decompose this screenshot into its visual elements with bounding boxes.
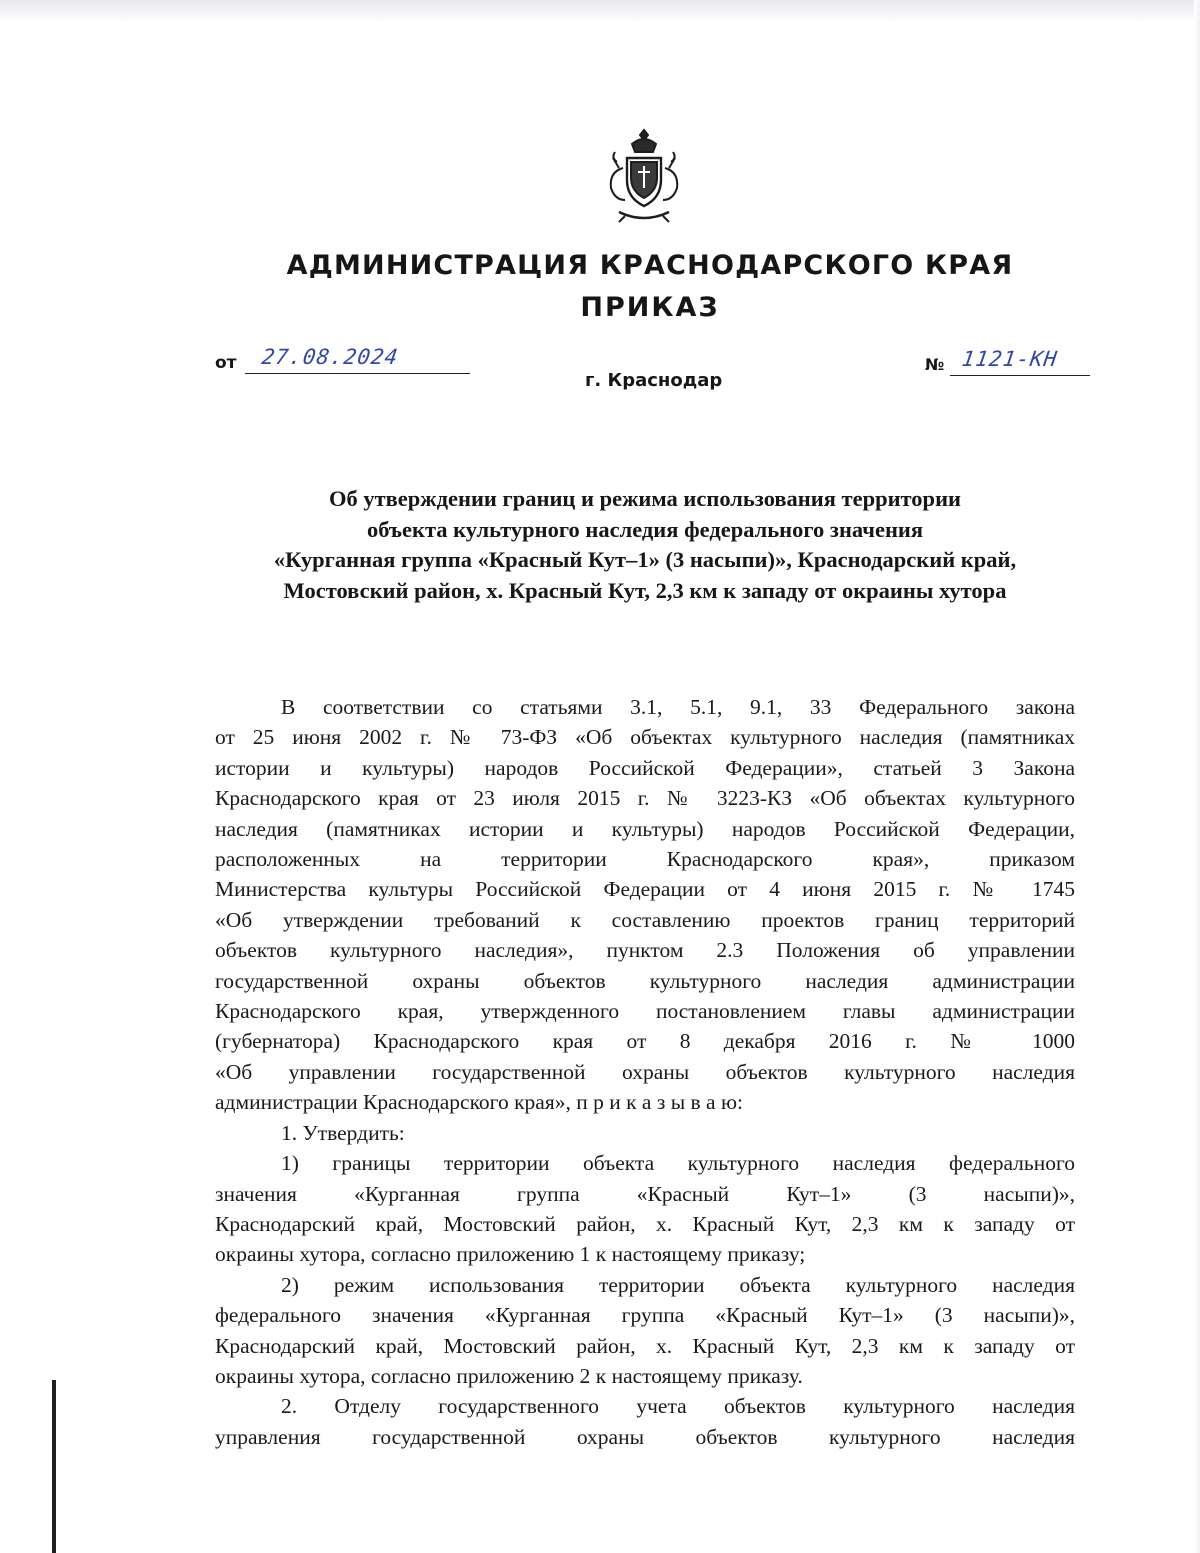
body-line: истории и культуры) народов Российской Федерации», статьей 3 Закона (215, 755, 1075, 780)
body-line: окраины хутора, согласно приложению 1 к настоящему приказу; (215, 1242, 806, 1267)
body-line: В соответствии со статьями 3.1, 5.1, 9.1, 33 Федерального закона (281, 695, 1075, 719)
number-handwritten: 1121-КН (960, 347, 1060, 371)
document-title (200, 484, 1090, 606)
body-line: (губернатора) Краснодарского края от 8 декабря 2016 г. № 1000 (215, 1029, 1075, 1054)
body-line: наследия (памятниках истории и культуры) народов Российской Федерации, (215, 816, 1075, 841)
body-line: «Об утверждении требований к составлению проектов границ территорий (215, 907, 1075, 932)
organization-name: АДМИНИСТРАЦИЯ КРАСНОДАРСКОГО КРАЯ (286, 250, 1014, 281)
title-line: Об утверждении границ и режима использования территории (328, 486, 962, 511)
body-line: государственной охраны объектов культурного наследия администрации (215, 968, 1075, 993)
document-body (215, 692, 1075, 1452)
body-line: 1) границы территории объекта культурного наследия федерального (281, 1151, 1075, 1176)
body-line: 2) режим использования территории объекта культурного наследия (281, 1272, 1075, 1297)
body-line: объектов культурного наследия», пунктом 2.3 Положения об управлении (215, 938, 1075, 963)
body-line: федерального значения «Курганная группа «Красный Кут–1» (3 насыпи)», (215, 1303, 1075, 1328)
body-line: Краснодарский край, Мостовский район, х. Красный Кут, 2,3 км к западу от (215, 1211, 1075, 1236)
scan-right-shadow (1194, 0, 1200, 1553)
body-line: Краснодарский край, Мостовский район, х. Красный Кут, 2,3 км к западу от (215, 1333, 1075, 1358)
date-prefix: от (215, 353, 237, 373)
coat-of-arms-icon (605, 128, 683, 224)
title-line: «Курганная группа «Красный Кут–1» (3 насыпи)», Краснодарский край, (273, 547, 1017, 572)
body-line: от 25 июня 2002 г. № 73-ФЗ «Об объектах культурного наследия (памятниках (215, 725, 1075, 750)
body-line: Краснодарского края, утвержденного постановлением главы администрации (215, 999, 1075, 1024)
body-line: 1. Утвердить: (281, 1120, 405, 1145)
body-line: Краснодарского края от 23 июля 2015 г. № 3223-КЗ «Об объектах культурного (215, 786, 1075, 811)
scan-top-shadow (0, 0, 1200, 22)
body-line: «Об управлении государственной охраны объектов культурного наследия (215, 1059, 1075, 1084)
body-line: Министерства культуры Российской Федерации от 4 июня 2015 г. № 1745 (215, 877, 1075, 902)
body-line: окраины хутора, согласно приложению 2 к настоящему приказу. (215, 1363, 803, 1388)
scan-left-edge (52, 1380, 56, 1553)
body-line: 2. Отделу государственного учета объектов культурного наследия (281, 1394, 1075, 1419)
date-handwritten: 27.08.2024 (260, 345, 401, 369)
body-line: значения «Курганная группа «Красный Кут–1» (3 насыпи)», (215, 1181, 1075, 1206)
title-line: Мостовский район, х. Красный Кут, 2,3 км к западу от окраины хутора (283, 577, 1007, 603)
title-line: объекта культурного наследия федерального значения (366, 516, 924, 542)
number-prefix: № (925, 355, 945, 374)
body-line: расположенных на территории Краснодарского края», приказом (215, 847, 1075, 872)
document-kind: ПРИКАЗ (580, 292, 720, 323)
body-line: администрации Краснодарского края», п р и к а з ы в а ю: (215, 1090, 744, 1115)
city-name: г. Краснодар (585, 370, 723, 391)
body-line: управления государственной охраны объектов культурного наследия (215, 1424, 1075, 1449)
